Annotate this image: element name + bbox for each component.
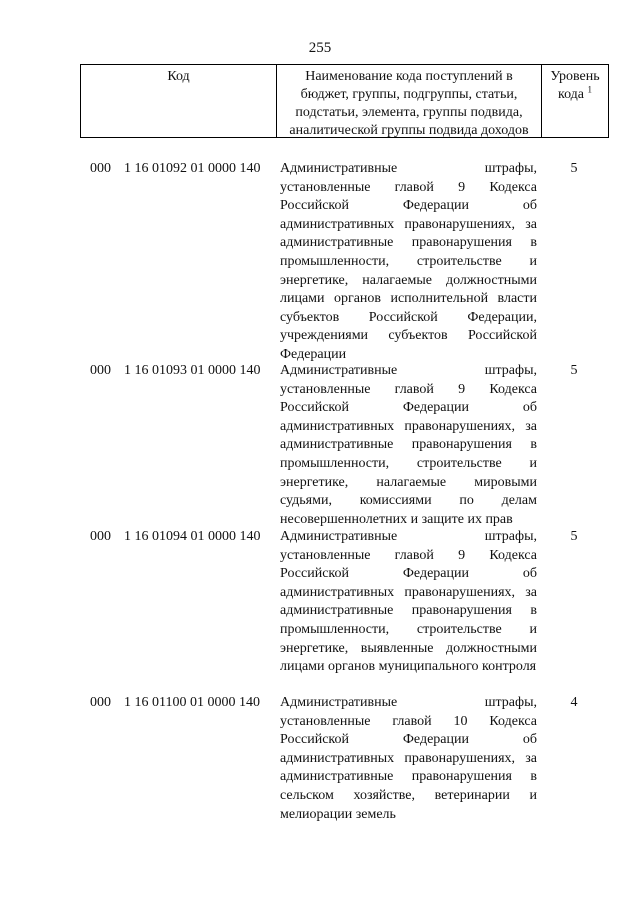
header-level-footnote: 1 <box>587 84 593 95</box>
row-code: 1 16 01092 01 0000 140 <box>124 161 261 176</box>
row-prefix: 000 <box>90 363 111 378</box>
row-prefix: 000 <box>90 529 111 544</box>
row-name: Административные штрафы, установленные главой 9 Кодекса Российской Федерации об административных правонарушениях, за административные правонарушения в промышленности, строительстве и энергетике, налагаемые мировыми судьями, комиссиями по делам несовершеннолетних и защите их прав <box>280 363 537 527</box>
table-header <box>80 64 609 138</box>
row-level: 5 <box>570 529 578 544</box>
row-level: 5 <box>570 363 578 378</box>
page-number: 255 <box>308 40 332 56</box>
row-level: 4 <box>570 695 578 710</box>
row-name: Административные штрафы, установленные главой 10 Кодекса Российской Федерации об административных правонарушениях, за административные правонарушения в сельском хозяйстве, ветеринарии и мелиорации земель <box>280 695 537 822</box>
header-code: Код <box>81 65 277 137</box>
row-level: 5 <box>570 161 578 176</box>
header-name: Наименование кода поступлений в бюджет, группы, подгруппы, статьи, подстатьи, элемента, группы подвида, аналитической группы подвида доходов <box>277 65 542 137</box>
row-prefix: 000 <box>90 695 111 710</box>
header-level-label: Уровень кода <box>550 69 600 102</box>
header-level <box>542 65 608 137</box>
row-prefix: 000 <box>90 161 111 176</box>
row-code: 1 16 01094 01 0000 140 <box>124 529 261 544</box>
row-code: 1 16 01093 01 0000 140 <box>124 363 261 378</box>
row-name: Административные штрафы, установленные главой 9 Кодекса Российской Федерации об административных правонарушениях, за административные правонарушения в промышленности, строительстве и энергетике, налагаемые должностными лицами органов исполнительной власти субъектов Российской Федерации, учреждениями субъектов Российской Федерации <box>280 161 537 362</box>
row-code: 1 16 01100 01 0000 140 <box>124 695 260 710</box>
row-name: Административные штрафы, установленные главой 9 Кодекса Российской Федерации об административных правонарушениях, за административные правонарушения в промышленности, строительстве и энергетике, выявленные должностными лицами органов муниципального контроля <box>280 529 537 675</box>
